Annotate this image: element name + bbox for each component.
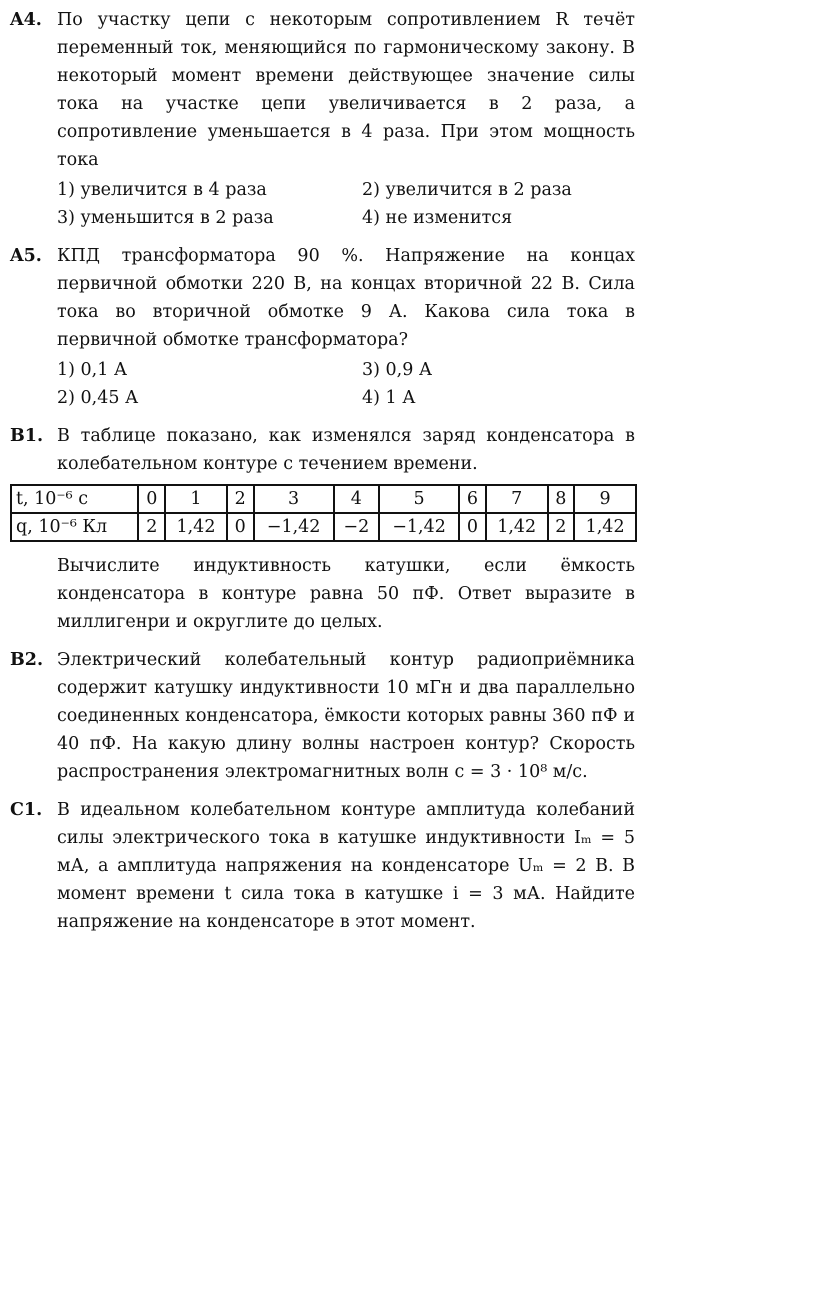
problem-text: В таблице показано, как изменялся заряд конденсатора в колебательном контуре с течением времени. — [57, 426, 635, 474]
table-cell: −1,42 — [254, 513, 334, 541]
problem-b2 — [10, 646, 635, 786]
table-cell: 1,42 — [486, 513, 548, 541]
answer-option: 1) увеличится в 4 раза — [57, 180, 267, 200]
charge-time-table — [10, 484, 637, 542]
table-cell: 2 — [138, 513, 165, 541]
table-cell: 0 — [459, 513, 486, 541]
problem-a4 — [10, 6, 635, 232]
table-cell: 4 — [334, 485, 379, 513]
table-cell: 3 — [254, 485, 334, 513]
answer-option: 1) 0,1 А — [57, 360, 128, 380]
answer-option: 4) 1 А — [362, 388, 416, 408]
table-cell: 2 — [548, 513, 575, 541]
answer-option: 4) не изменится — [362, 208, 513, 228]
table-header-time: t, 10⁻⁶ с — [11, 485, 138, 513]
worksheet-page — [10, 6, 635, 946]
problem-a5 — [10, 242, 635, 412]
table-cell: 1,42 — [165, 513, 227, 541]
table-cell: 6 — [459, 485, 486, 513]
table-row-charge — [11, 513, 636, 541]
table-cell: 0 — [227, 513, 254, 541]
problem-number: A5. — [10, 246, 42, 266]
table-cell: 9 — [574, 485, 636, 513]
problem-number: B2. — [10, 650, 44, 670]
answer-option: 3) 0,9 А — [362, 360, 433, 380]
answer-option: 3) уменьшится в 2 раза — [57, 208, 274, 228]
table-cell: 8 — [548, 485, 575, 513]
problem-number: B1. — [10, 426, 44, 446]
table-cell: 2 — [227, 485, 254, 513]
table-cell: 1 — [165, 485, 227, 513]
table-cell: −1,42 — [379, 513, 459, 541]
problem-text: Электрический колебательный контур радиоприёмника содержит катушку индуктивности 10 мГн и два параллельно соединенных конденсатора, ёмкости которых равны 360 пФ и 40 пФ. На какую длину волны настроен контур? Скорость распространения электромагнитных волн c = 3 · 10⁸ м/с. — [57, 650, 635, 782]
table-row-time — [11, 485, 636, 513]
table-cell: 0 — [138, 485, 165, 513]
answer-option: 2) 0,45 А — [57, 388, 139, 408]
problem-text: КПД трансформатора 90 %. Напряжение на концах первичной обмотки 220 В, на концах вторичной 22 В. Сила тока во вторичной обмотке 9 А. Какова сила тока в первичной обмотке трансформатора? — [57, 246, 635, 350]
problem-c1 — [10, 796, 635, 936]
answer-options — [57, 176, 635, 232]
problem-b1-question: Вычислите индуктивность катушки, если ёмкость конденсатора в контуре равна 50 пФ. Ответ выразите в миллигенри и округлите до целых. — [57, 556, 635, 632]
problem-text: По участку цепи с некоторым сопротивлением R течёт переменный ток, меняющийся по гармоническому закону. В некоторый момент времени действующее значение силы тока на участке цепи увеличивается в 2 раза, а сопротивление уменьшается в 4 раза. При этом мощность тока — [57, 10, 635, 170]
problem-number: A4. — [10, 10, 42, 30]
table-cell: 1,42 — [574, 513, 636, 541]
answer-option: 2) увеличится в 2 раза — [362, 180, 572, 200]
problem-text: В идеальном колебательном контуре амплитуда колебаний силы электрического тока в катушке индуктивности Iₘ = 5 мА, а амплитуда напряжения на конденсаторе Uₘ = 2 В. В момент времени t сила тока в катушке i = 3 мА. Найдите напряжение на конденсаторе в этот момент. — [57, 800, 635, 932]
table-cell: 7 — [486, 485, 548, 513]
table-header-charge: q, 10⁻⁶ Кл — [11, 513, 138, 541]
charge-table-wrapper — [10, 484, 635, 542]
answer-options — [57, 356, 635, 412]
problem-number: C1. — [10, 800, 43, 820]
table-cell: −2 — [334, 513, 379, 541]
table-cell: 5 — [379, 485, 459, 513]
problem-b1 — [10, 422, 635, 478]
